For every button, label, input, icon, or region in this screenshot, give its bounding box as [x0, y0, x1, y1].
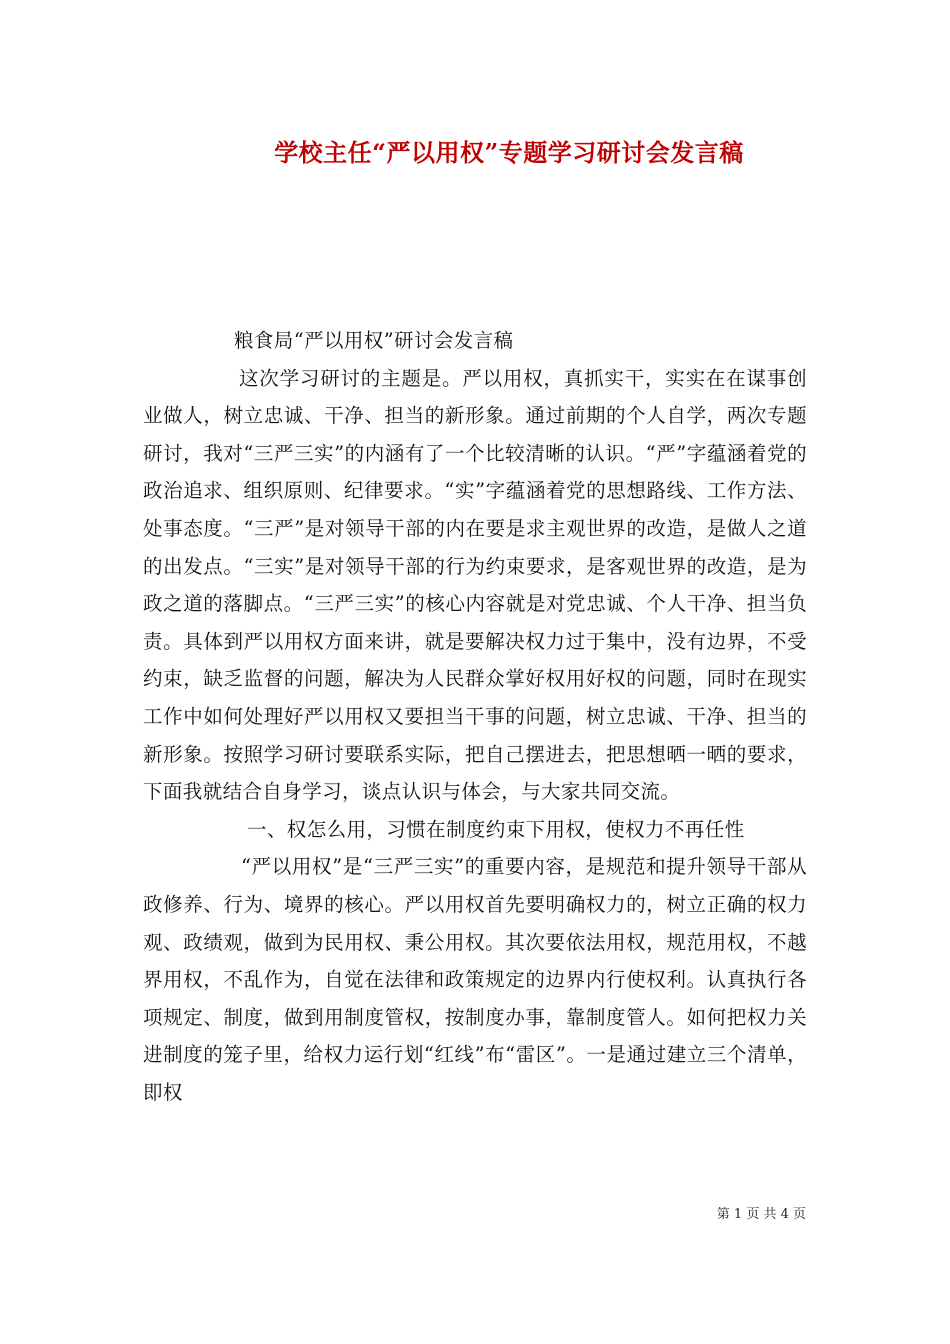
document-subtitle: 粮食局“严以用权”研讨会发言稿 — [234, 329, 514, 352]
intro-paragraph: 这次学习研讨的主题是。严以用权，真抓实干，实实在在谋事创业做人，树立忠诚、干净、担当的新形象。通过前期的个人自学，两次专题研讨，我对“三严三实”的内涵有了一个比较清晰的认识。“严”字蕴涵着党的政治追求、组织原则、纪律要求。“实”字蕴涵着党的思想路线、工作方法、处事态度。“三严”是对领导干部的内在要是求主观世界的改造，是做人之道的出发点。“三实”是对领导干部的行为约束要求，是客观世界的改造，是为政之道的落脚点。“三严三实”的核心内容就是对党忠诚、个人干净、担当负责。具体到严以用权方面来讲，就是要解决权力过于集中，没有边界，不受约束，缺乏监督的问题，解决为人民群众掌好权用好权的问题，同时在现实工作中如何处理好严以用权又要担当干事的问题，树立忠诚、干净、担当的新形象。按照学习研讨要联系实际，把自己摆进去，把思想晒一晒的要求，下面我就结合自身学习，谈点认识与体会，与大家共同交流。 — [143, 366, 807, 804]
document-body — [143, 322, 807, 1111]
section-heading: 一、权怎么用，习惯在制度约束下用权，使权力不再任性 — [247, 817, 745, 841]
page-number-footer: 第 1 页 共 4 页 — [716, 1207, 806, 1222]
document-title: 学校主任“严以用权”专题学习研讨会发言稿 — [274, 138, 744, 167]
section-paragraph: “严以用权”是“三严三实”的重要内容，是规范和提升领导干部从政修养、行为、境界的核心。严以用权首先要明确权力的，树立正确的权力观、政绩观，做到为民用权、秉公用权。其次要依法用权，规范用权，不越界用权，不乱作为，自觉在法律和政策规定的边界内行使权利。认真执行各项规定、制度，做到用制度管权，按制度办事，靠制度管人。如何把权力关进制度的笼子里，给权力运行划“红线”布“雷区”。一是通过建立三个清单，即权 — [143, 855, 807, 1104]
